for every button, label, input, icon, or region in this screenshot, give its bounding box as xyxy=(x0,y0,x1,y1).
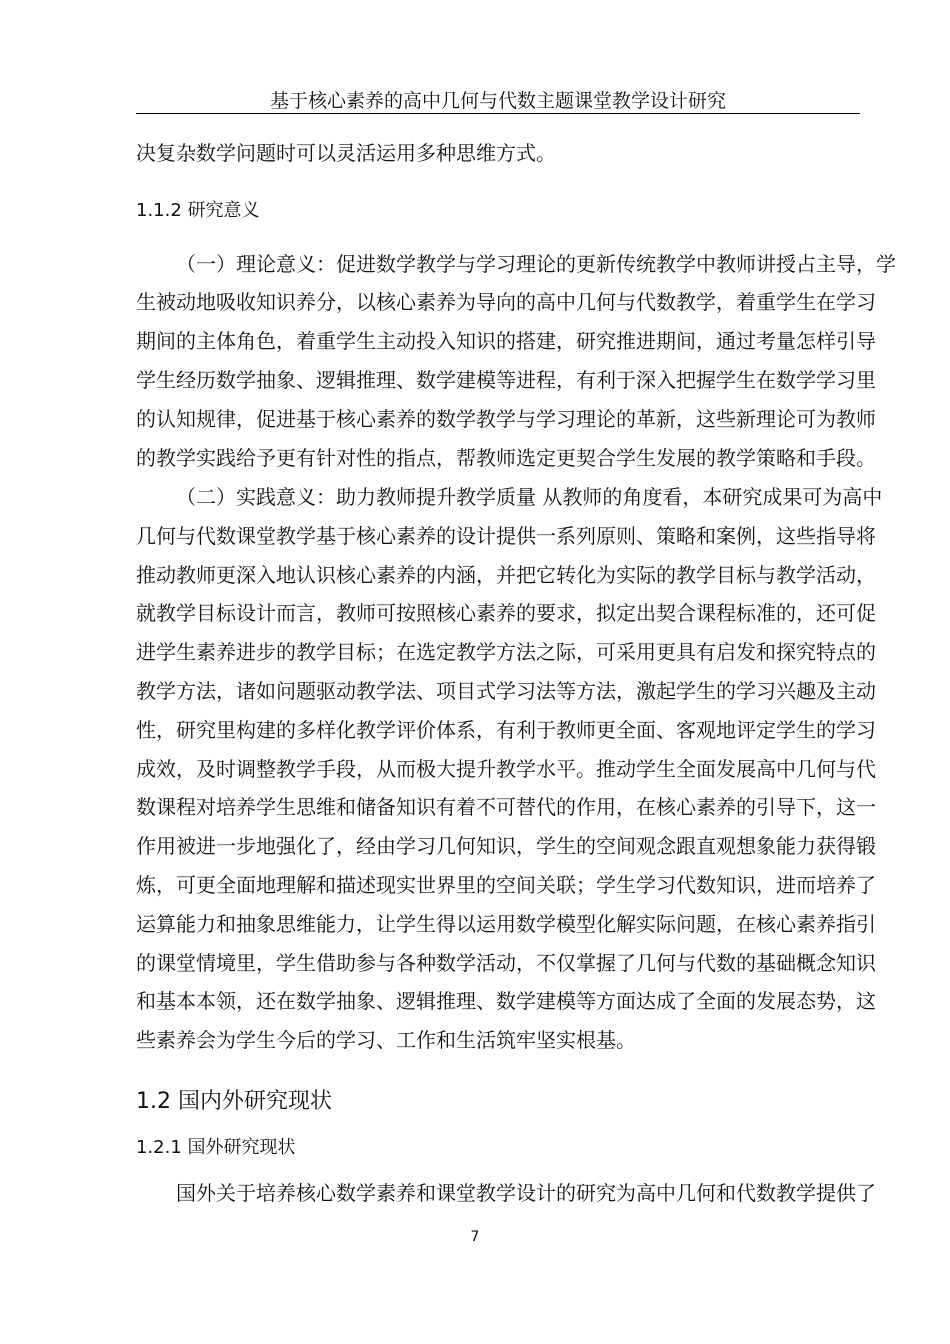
section-heading-1-2: 1.2 国内外研究现状 xyxy=(136,1089,332,1114)
paragraph-line: 期间的主体角色，着重学生主动投入知识的搭建，研究推进期间，通过考量怎样引导 xyxy=(136,329,876,353)
page-number: 7 xyxy=(470,1229,480,1245)
paragraph-line: 国外关于培养核心数学素养和课堂教学设计的研究为高中几何和代数教学提供了 xyxy=(176,1181,876,1205)
section-heading-1-2-1: 1.2.1 国外研究现状 xyxy=(136,1137,296,1158)
paragraph-line: 决复杂数学问题时可以灵活运用多种思维方式。 xyxy=(136,141,556,165)
paragraph-line: （一）理论意义：促进数学教学与学习理论的更新传统教学中教师讲授占主导，学 xyxy=(176,252,896,276)
running-header-title: 基于核心素养的高中几何与代数主题课堂教学设计研究 xyxy=(269,90,726,112)
header-rule xyxy=(136,113,860,114)
section-heading-1-1-2: 1.1.2 研究意义 xyxy=(136,200,260,221)
paragraph-line: 生被动地吸收知识养分，以核心素养为导向的高中几何与代数教学，着重学生在学习 xyxy=(136,290,876,314)
paragraph-line: 运算能力和抽象思维能力，让学生得以运用数学模型化解实际问题，在核心素养指引 xyxy=(136,912,876,936)
paragraph-line: 性，研究里构建的多样化教学评价体系，有利于教师更全面、客观地评定学生的学习 xyxy=(136,718,876,742)
paragraph-line: 些素养会为学生今后的学习、工作和生活筑牢坚实根基。 xyxy=(136,1028,636,1052)
paragraph-line: （二）实践意义：助力教师提升教学质量 从教师的角度看，本研究成果可为高中 xyxy=(176,485,883,509)
paragraph-line: 的教学实践给予更有针对性的指点，帮教师选定更契合学生发展的教学策略和手段。 xyxy=(136,446,876,470)
paragraph-line: 成效，及时调整教学手段，从而极大提升教学水平。推动学生全面发展高中几何与代 xyxy=(136,757,876,781)
paragraph-line: 的课堂情境里，学生借助参与各种数学活动，不仅掌握了几何与代数的基础概念知识 xyxy=(136,951,876,975)
paragraph-line: 进学生素养进步的教学目标；在选定教学方法之际，可采用更具有启发和探究特点的 xyxy=(136,640,876,664)
paragraph-line: 的认知规律，促进基于核心素养的数学教学与学习理论的革新，这些新理论可为教师 xyxy=(136,407,876,431)
paragraph-line: 就教学目标设计而言，教师可按照核心素养的要求，拟定出契合课程标准的，还可促 xyxy=(136,601,876,625)
paragraph-line: 学生经历数学抽象、逻辑推理、数学建模等进程，有利于深入把握学生在数学学习里 xyxy=(136,368,876,392)
paragraph-line: 推动教师更深入地认识核心素养的内涵，并把它转化为实际的教学目标与教学活动， xyxy=(136,563,876,587)
paragraph-line: 教学方法，诸如问题驱动教学法、项目式学习法等方法，激起学生的学习兴趣及主动 xyxy=(136,679,876,703)
paragraph-line: 作用被进一步地强化了，经由学习几何知识，学生的空间观念跟直观想象能力获得锻 xyxy=(136,834,876,858)
paragraph-line: 几何与代数课堂教学基于核心素养的设计提供一系列原则、策略和案例，这些指导将 xyxy=(136,524,876,548)
paragraph-line: 炼，可更全面地理解和描述现实世界里的空间关联；学生学习代数知识，进而培养了 xyxy=(136,873,876,897)
paragraph-line: 数课程对培养学生思维和储备知识有着不可替代的作用，在核心素养的引导下，这一 xyxy=(136,795,876,819)
paragraph-line: 和基本本领，还在数学抽象、逻辑推理、数学建模等方面达成了全面的发展态势，这 xyxy=(136,989,876,1013)
